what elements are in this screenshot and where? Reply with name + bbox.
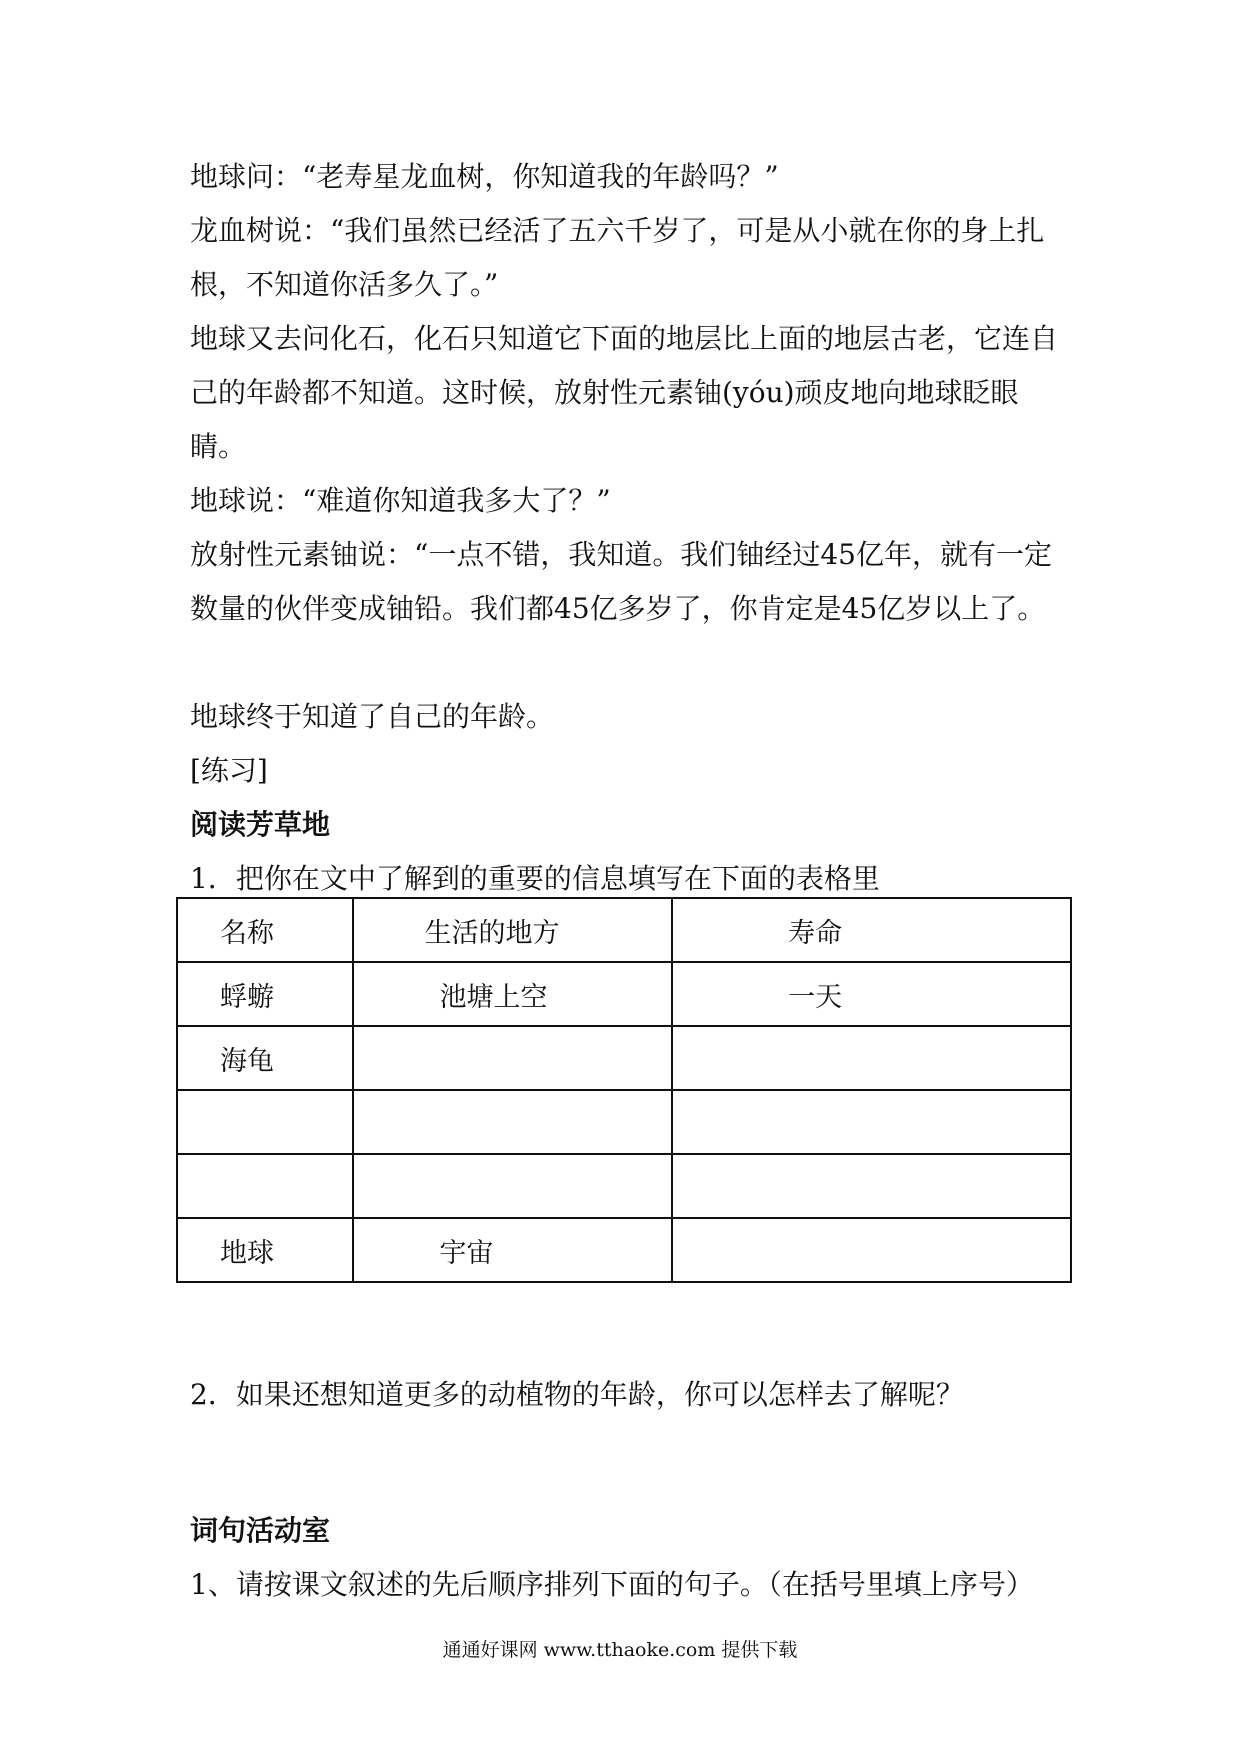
table-header-cell: 生活的地方 <box>353 898 672 962</box>
table-cell-name: 蜉蝣 <box>177 962 353 1026</box>
table-cell-lifespan[interactable]: 一天 <box>672 962 1071 1026</box>
question-1: 1．把你在文中了解到的重要的信息填写在下面的表格里 <box>190 862 880 895</box>
table-row <box>177 1218 1071 1282</box>
table-cell-name: 地球 <box>177 1218 353 1282</box>
paragraph-earth-asks-uranium: 地球说：“难道你知道我多大了？” <box>190 484 611 517</box>
table-header-cell: 寿命 <box>672 898 1071 962</box>
paragraph-earth-asks-tree: 地球问：“老寿星龙血树，你知道我的年龄吗？” <box>190 160 779 193</box>
table-row <box>177 1090 1071 1154</box>
question-3: 1、请按课文叙述的先后顺序排列下面的句子。（在括号里填上序号） <box>190 1568 1034 1601</box>
table-cell-lifespan[interactable] <box>672 1026 1071 1090</box>
table-cell-place[interactable] <box>353 1154 672 1218</box>
paragraph-earth-knows-age: 地球终于知道了自己的年龄。 <box>190 700 555 733</box>
section-title-words: 词句活动室 <box>190 1514 331 1547</box>
table-row <box>177 1154 1071 1218</box>
table-cell-place[interactable] <box>353 1026 672 1090</box>
table-cell-lifespan[interactable] <box>672 1154 1071 1218</box>
table-cell-lifespan[interactable] <box>672 1090 1071 1154</box>
table-cell-name[interactable] <box>177 1090 353 1154</box>
paragraph-fossil-uranium: 地球又去问化石，化石只知道它下面的地层比上面的地层古老，它连自己的年龄都不知道。这时候，放射性元素铀(yóu)顽皮地向地球眨眼睛。 <box>190 322 1059 463</box>
table-cell-lifespan[interactable] <box>672 1218 1071 1282</box>
footer-credit: 通通好课网 www.tthaoke.com 提供下载 <box>442 1639 798 1661</box>
table-cell-place[interactable] <box>353 1090 672 1154</box>
table-row <box>177 1026 1071 1090</box>
table-row <box>177 962 1071 1026</box>
paragraph-tree-answers: 龙血树说：“我们虽然已经活了五六千岁了，可是从小就在你的身上扎根，不知道你活多久了。” <box>190 214 1045 301</box>
paragraph-uranium-answers: 放射性元素铀说：“一点不错，我知道。我们铀经过45亿年，就有一定数量的伙伴变成铀铅。我们都45亿多岁了，你肯定是45亿岁以上了。 <box>190 538 1052 625</box>
info-table <box>176 897 1072 1283</box>
table-cell-name: 海龟 <box>177 1026 353 1090</box>
table-cell-place[interactable]: 池塘上空 <box>353 962 672 1026</box>
table-cell-name[interactable] <box>177 1154 353 1218</box>
table-header-row <box>177 898 1071 962</box>
exercise-label: [练习] <box>190 754 268 787</box>
table-cell-place: 宇宙 <box>353 1218 672 1282</box>
table-header-cell: 名称 <box>177 898 353 962</box>
question-2: 2．如果还想知道更多的动植物的年龄，你可以怎样去了解呢？ <box>190 1378 964 1411</box>
section-title-reading: 阅读芳草地 <box>190 808 331 841</box>
